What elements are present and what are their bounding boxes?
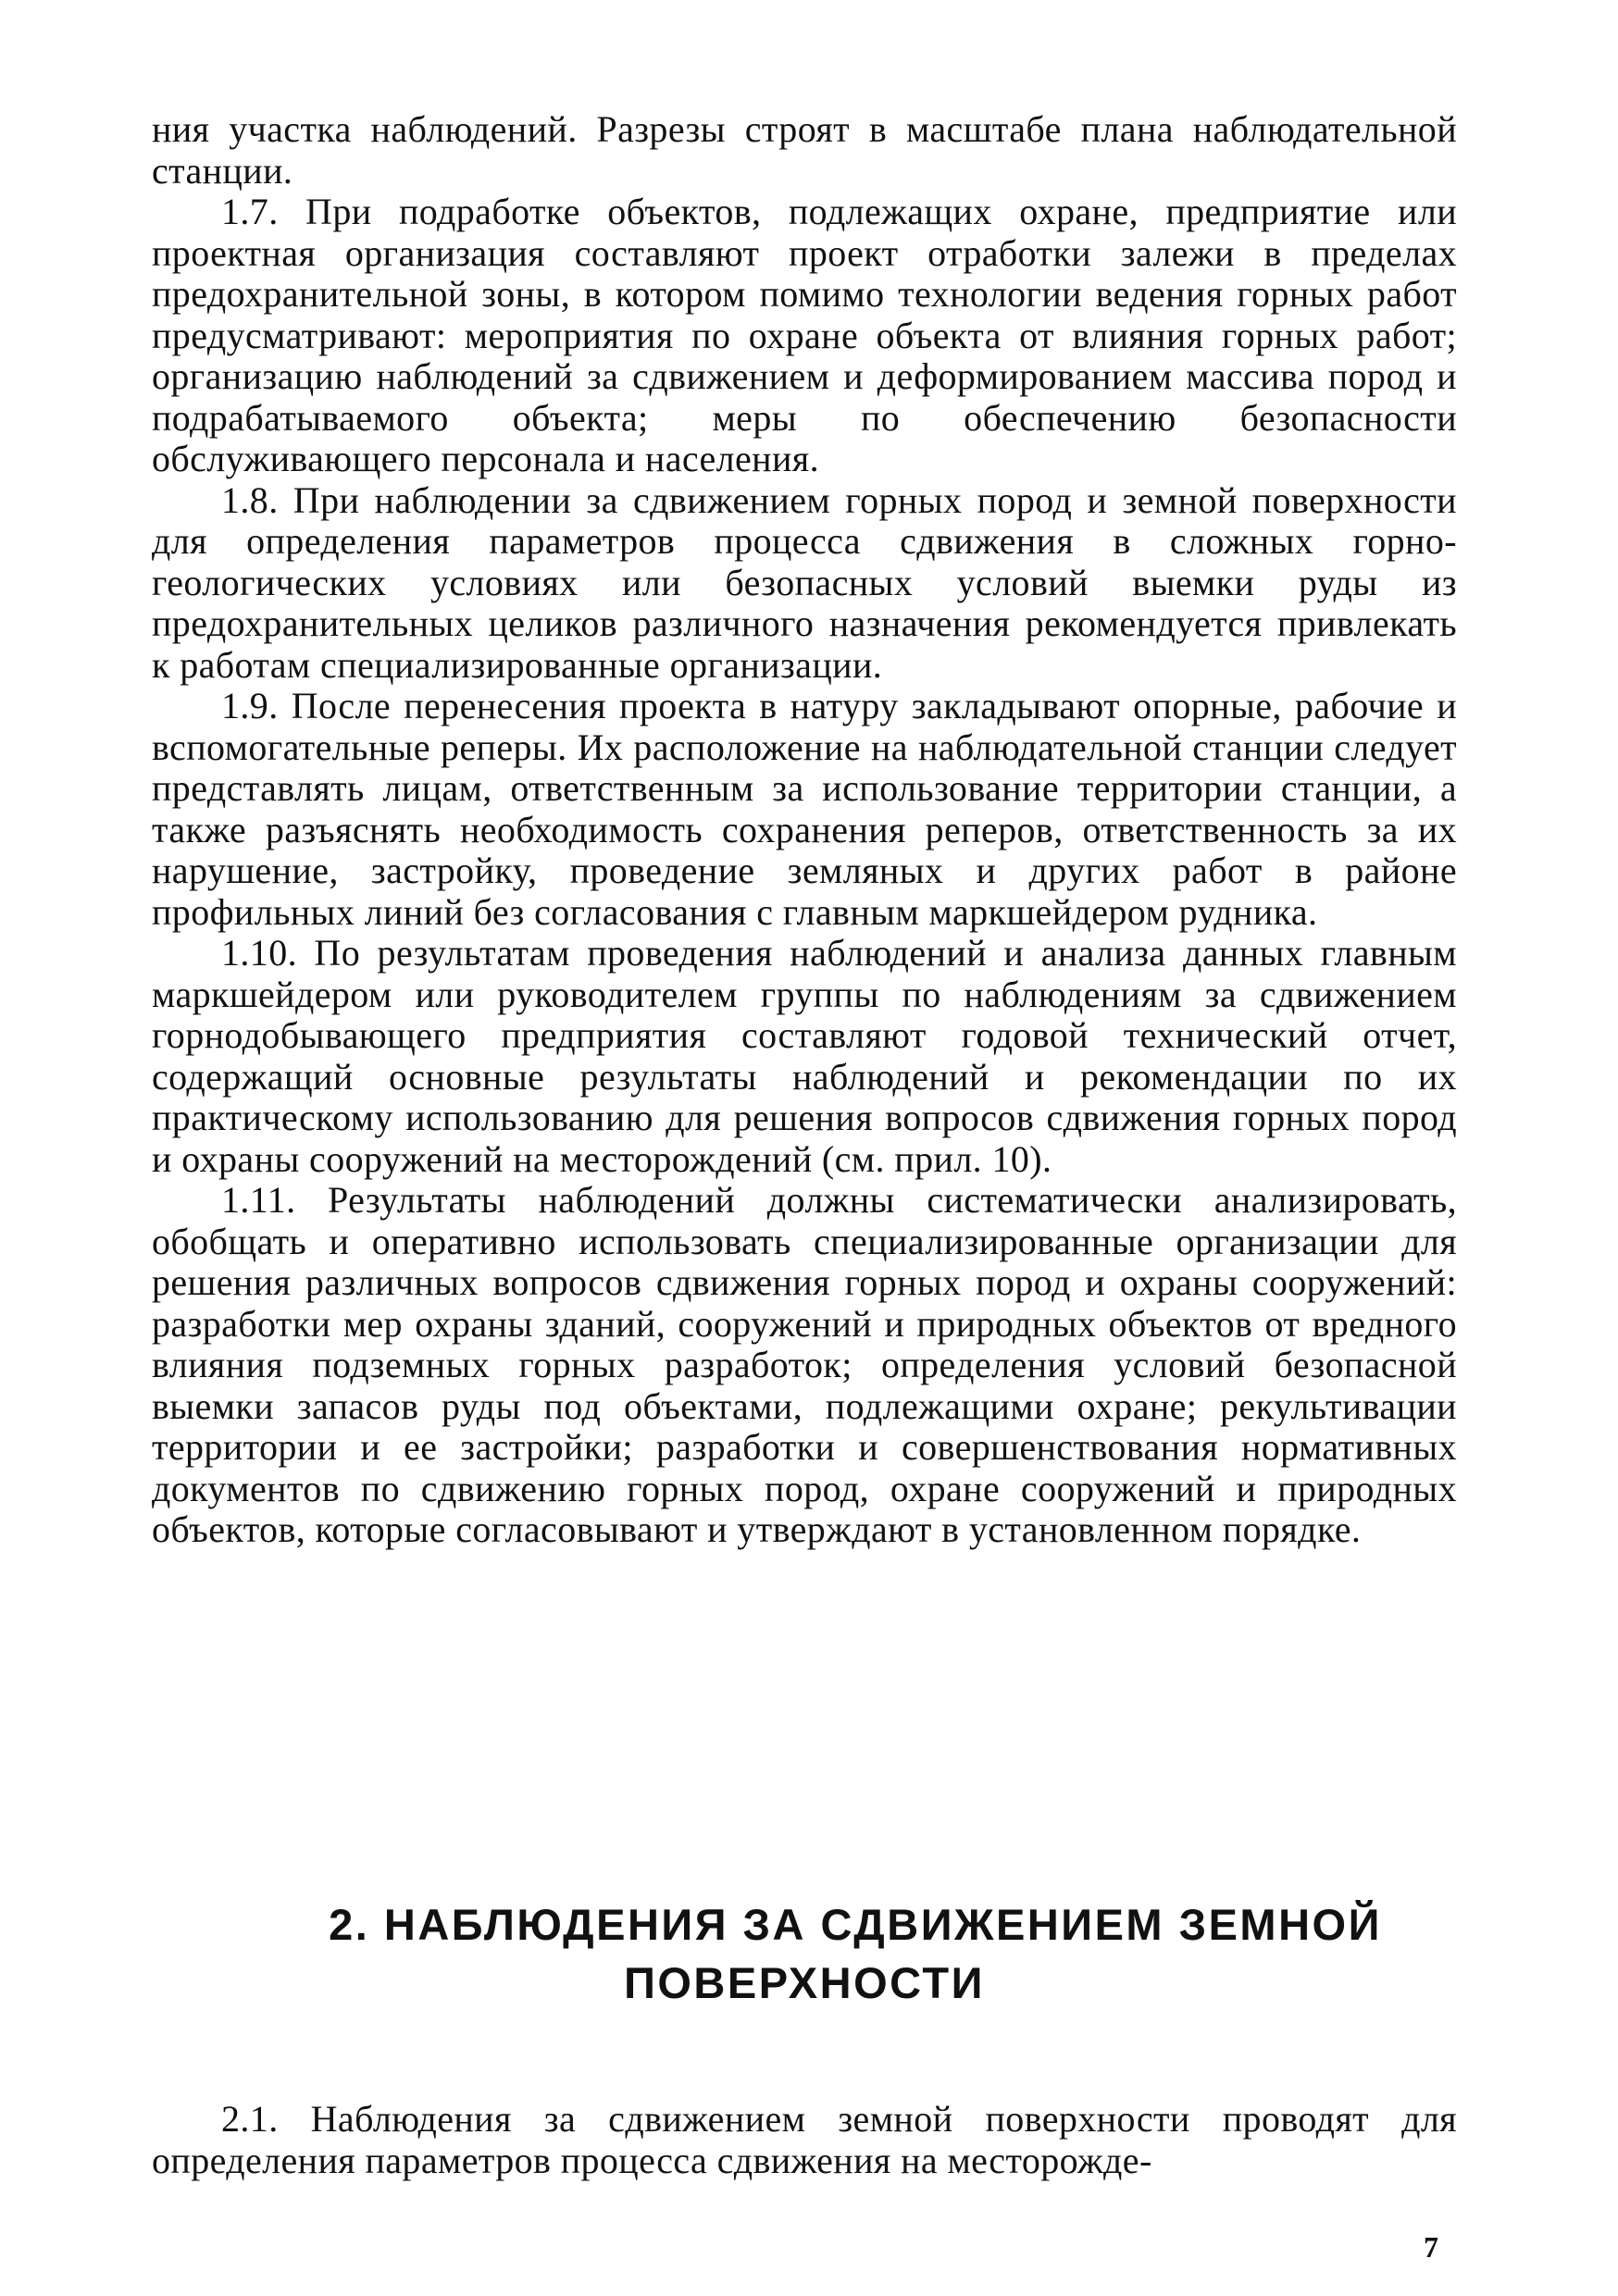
paragraph-1-7: 1.7. При подработке объектов, подлежащих охране, предприятие или проектная организация составляют проект отработки залежи в пределах предохранительной зоны, в котором помимо технологии ведения горных работ предусматривают: мероприятия по охране объекта от влияния горных работ; организацию наблюдений за сдвижением и деформированием массива пород и подрабатываемого объекта; меры по обеспечению безопасности обслуживающего персонала и населения. [152, 191, 1457, 479]
paragraph-1-11: 1.11. Результаты наблюдений должны систематически анализировать, обобщать и оперативно использовать специализированные организации для решения различных вопросов сдвижения горных пород и охраны сооружений: разработки мер охраны зданий, сооружений и природных объектов от вредного влияния подземных горных разработок; определения условий безопасной выемки запасов руды под объектами, подлежащими охране; рекультивации территории и ее застройки; разработки и совершенствования нормативных документов по сдвижению горных пород, охране сооружений и природных объектов, которые согласовывают и утверждают в установленном порядке. [152, 1179, 1457, 1550]
paragraph-1-8: 1.8. При наблюдении за сдвижением горных пород и земной поверхности для определения параметров процесса сдвижения в сложных горно-геологических условиях или безопасных условий выемки руды из предохранительных целиков различного назначения рекомендуется привлекать к работам специализированные организации. [152, 478, 1457, 686]
page-number: 7 [1424, 2230, 1438, 2264]
body-text [152, 109, 1457, 1551]
section-heading-line-1: 2. НАБЛЮДЕНИЯ ЗА СДВИЖЕНИЕМ ЗЕМНОЙ [329, 1900, 1382, 1949]
paragraph-2-1: 2.1. Наблюдения за сдвижением земной поверхности проводят для определения параметров процесса сдвижения на месторожде- [152, 2098, 1457, 2181]
paragraph-1-10: 1.10. По результатам проведения наблюдений и анализа данных главным маркшейдером или руководителем группы по наблюдениям за сдвижением горнодобывающего предприятия составляют годовой технический отчет, содержащий основные результаты наблюдений и рекомендации по их практическому использованию для решения вопросов сдвижения горных пород и охраны сооружений на месторождений (см. прил. 10). [152, 932, 1457, 1180]
continuation-paragraph: ния участка наблюдений. Разрезы строят в масштабе плана наблюдательной станции. [152, 108, 1457, 192]
section-heading [152, 1895, 1457, 2012]
paragraph-1-9: 1.9. После перенесения проекта в натуру закладывают опорные, рабочие и вспомогательные реперы. Их расположение на наблюдательной станции следует представлять лицам, ответственным за использование территории станции, а также разъяснять необходимость сохранения реперов, ответственность за их нарушение, застройку, проведение земляных и других работ в районе профильных линий без согласования с главным маркшейдером рудника. [152, 685, 1457, 933]
section-body [152, 2099, 1457, 2181]
section-heading-line-2: ПОВЕРХНОСТИ [624, 1958, 985, 2007]
